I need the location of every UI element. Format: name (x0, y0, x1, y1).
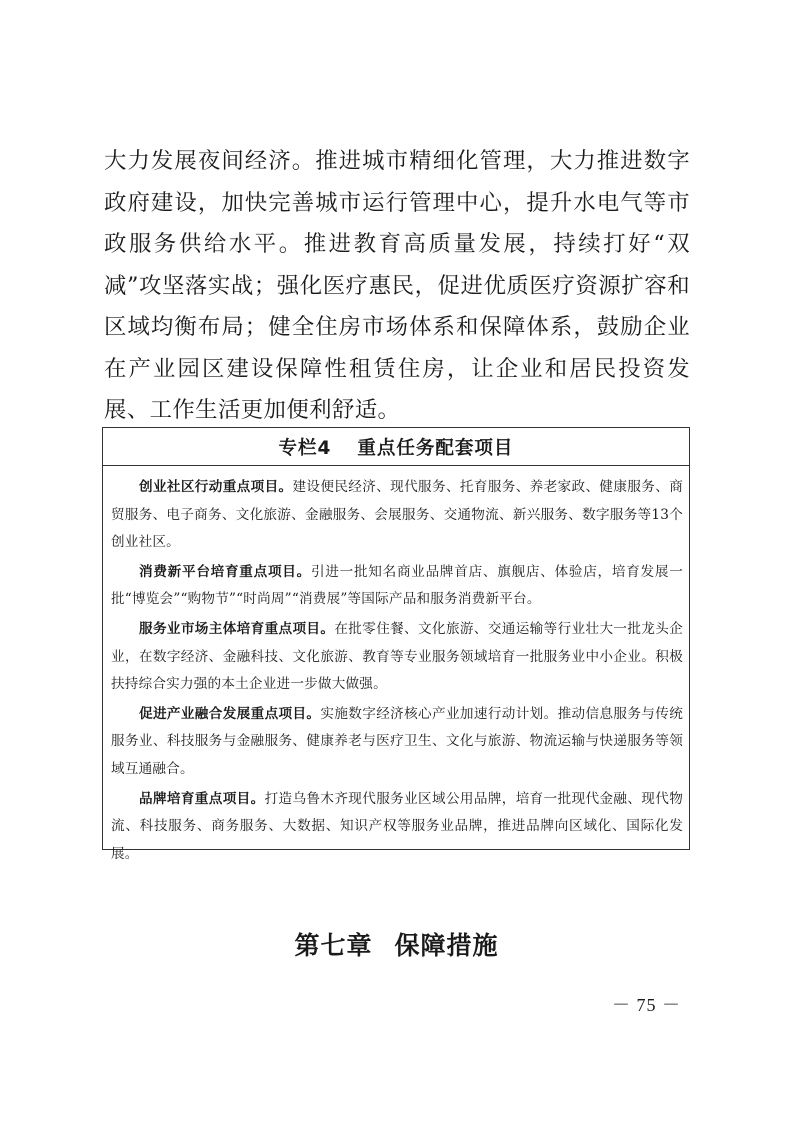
project-text: 打造乌鲁木齐现代服务业区域公用品牌，培育一批现代金融、现代物流、科技服务、商务服务、大数据、知识产权等服务业品牌，推进品牌向区域化、国际化发展。 (111, 790, 683, 862)
project-item (111, 701, 683, 784)
box-title-prefix: 专栏4 (278, 437, 332, 459)
project-text: 建设便民经济、现代服务、托育服务、养老家政、健康服务、商贸服务、电子商务、文化旅游、金融服务、会展服务、交通物流、新兴服务、数字服务等13个创业社区。 (111, 479, 683, 551)
project-label: 服务业市场主体培育重点项目。 (139, 620, 335, 637)
project-label: 创业社区行动重点项目。 (139, 479, 293, 495)
project-item (111, 559, 683, 614)
page-number: － 75 － (612, 995, 681, 1015)
box-title (103, 428, 689, 466)
project-item (111, 786, 683, 869)
project-label: 促进产业融合发展重点项目。 (139, 705, 321, 722)
project-text: 在批零住餐、文化旅游、交通运输等行业壮大一批龙头企业，在数字经济、金融科技、文化旅游、教育等专业服务领域培育一批服务业中小企业。积极扶持综合实力强的本土企业进一步做大做强。 (111, 620, 683, 693)
project-text: 实施数字经济核心产业加速行动计划。推动信息服务与传统服务业、科技服务与金融服务、健康养老与医疗卫生、文化与旅游、物流运输与快递服务等领域互通融合。 (111, 705, 683, 777)
project-item (111, 474, 683, 557)
project-label: 品牌培育重点项目。 (139, 790, 265, 807)
box-body (103, 466, 689, 868)
special-column-box (102, 427, 690, 862)
chapter-heading (0, 926, 793, 962)
box-title-main: 重点任务配套项目 (357, 437, 514, 459)
project-text: 引进一批知名商业品牌首店、旗舰店、体验店，培育发展一批“博览会”“购物节”“时尚周”“消费展”等国际产品和服务消费新平台。 (111, 563, 684, 608)
chapter-number: 第七章 (294, 931, 373, 960)
body-paragraph: 大力发展夜间经济。推进城市精细化管理，大力推进数字政府建设，加快完善城市运行管理中心，提升水电气等市政服务供给水平。推进教育高质量发展，持续打好“双减”攻坚落实战；强化医疗惠民，促进优质医疗资源扩容和区域均衡布局；健全住房市场体系和保障体系，鼓励企业在产业园区建设保障性租赁住房，让企业和居民投资发展、工作生活更加便利舒适。 (104, 148, 690, 423)
chapter-title: 保障措施 (394, 931, 499, 960)
project-label: 消费新平台培育重点项目。 (139, 563, 311, 580)
project-item (111, 616, 683, 699)
